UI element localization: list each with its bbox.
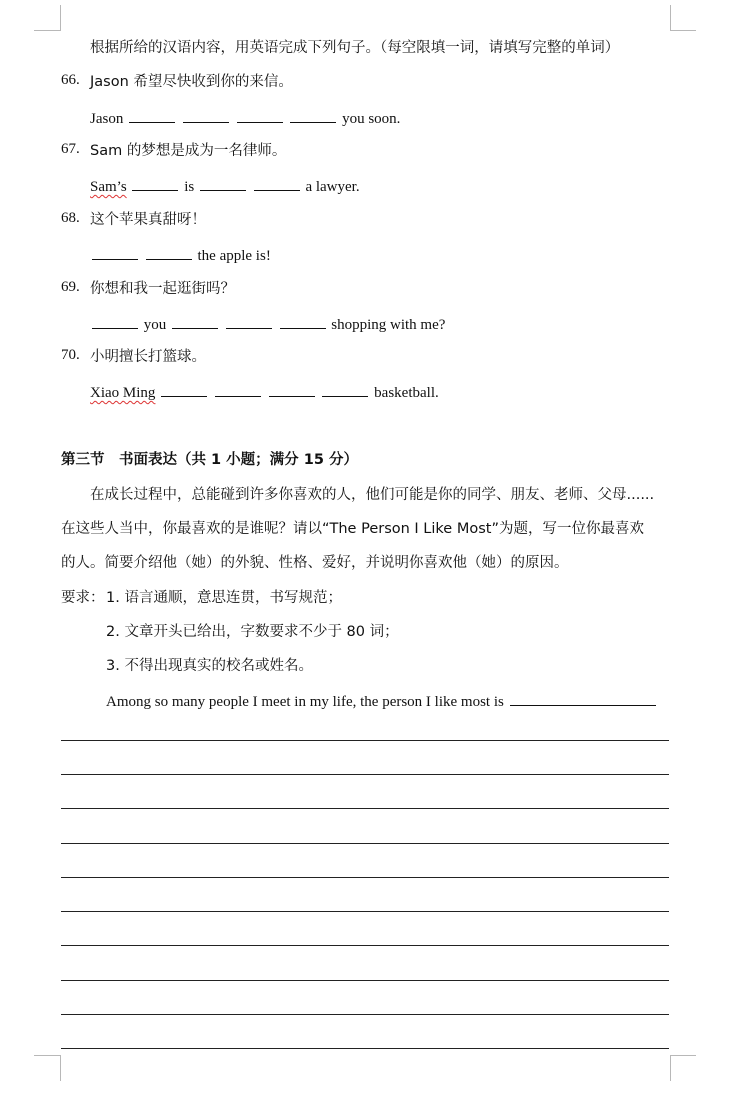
- answer-text: Sam’s: [90, 179, 127, 195]
- answer-blank[interactable]: [161, 382, 207, 397]
- answer-text: basketball.: [374, 385, 439, 401]
- crop-mark: [60, 5, 61, 31]
- answer-text: you: [143, 317, 167, 333]
- writing-line[interactable]: [61, 740, 669, 741]
- requirement-item: 3. 不得出现真实的校名或姓名。: [106, 658, 313, 674]
- question-number: 68.: [61, 210, 80, 226]
- answer-blank[interactable]: [92, 245, 138, 260]
- opening-sentence-line: [106, 691, 658, 712]
- answer-blank[interactable]: [200, 176, 246, 191]
- answer-blank[interactable]: [237, 108, 283, 123]
- question-chinese: 你想和我一起逛街吗？: [90, 281, 235, 297]
- answer-blank[interactable]: [269, 382, 315, 397]
- answer-blank[interactable]: [254, 176, 300, 191]
- writing-line[interactable]: [61, 877, 669, 878]
- writing-prompt: 在成长过程中，总能碰到许多你喜欢的人，他们可能是你的同学、朋友、老师、父母......: [90, 487, 655, 503]
- answer-text: shopping with me?: [331, 317, 446, 333]
- writing-line[interactable]: [61, 945, 669, 946]
- answer-text: you soon.: [342, 111, 401, 127]
- answer-line: [90, 108, 400, 129]
- question-chinese: Sam 的梦想是成为一名律师。: [90, 143, 287, 159]
- requirement-item: 1. 语言通顺，意思连贯，书写规范；: [106, 590, 342, 606]
- answer-blank[interactable]: [290, 108, 336, 123]
- requirements-label: 要求：: [61, 590, 105, 606]
- question-chinese: 这个苹果真甜呀！: [90, 212, 206, 228]
- writing-line[interactable]: [61, 808, 669, 809]
- crop-mark: [670, 30, 696, 31]
- writing-prompt: 的人。简要介绍他（她）的外貌、性格、爱好，并说明你喜欢他（她）的原因。: [61, 555, 569, 571]
- crop-mark: [670, 1055, 671, 1081]
- crop-mark: [34, 1055, 60, 1056]
- answer-text: the apple is!: [197, 248, 271, 264]
- question-number: 70.: [61, 347, 80, 363]
- section-title: 第三节 书面表达（共 1 小题；满分 15 分）: [61, 452, 358, 468]
- crop-mark: [670, 1055, 696, 1056]
- writing-line[interactable]: [61, 980, 669, 981]
- answer-blank[interactable]: [280, 314, 326, 329]
- section-instruction: 根据所给的汉语内容，用英语完成下列句子。（每空限填一词，请填写完整的单词）: [90, 40, 620, 56]
- answer-text: Xiao Ming: [90, 385, 156, 401]
- question-number: 69.: [61, 279, 80, 295]
- answer-blank[interactable]: [183, 108, 229, 123]
- answer-blank[interactable]: [92, 314, 138, 329]
- answer-line: [90, 314, 445, 335]
- answer-line: [90, 176, 360, 197]
- answer-line: [90, 382, 439, 403]
- answer-blank[interactable]: [146, 245, 192, 260]
- crop-mark: [670, 5, 671, 31]
- question-chinese: 小明擅长打篮球。: [90, 349, 206, 365]
- answer-text: a lawyer.: [305, 179, 360, 195]
- writing-line[interactable]: [61, 1014, 669, 1015]
- writing-line[interactable]: [61, 774, 669, 775]
- crop-mark: [60, 1055, 61, 1081]
- answer-line: [90, 245, 271, 266]
- opening-sentence: Among so many people I meet in my life, the person I like most is: [106, 694, 504, 710]
- answer-text: Jason: [90, 111, 124, 127]
- answer-blank[interactable]: [172, 314, 218, 329]
- answer-text: is: [184, 179, 195, 195]
- writing-prompt: 在这些人当中，你最喜欢的是谁呢？请以“The Person I Like Most”为题，写一位你最喜欢: [61, 521, 644, 537]
- writing-line[interactable]: [61, 1048, 669, 1049]
- answer-blank[interactable]: [129, 108, 175, 123]
- crop-mark: [34, 30, 60, 31]
- answer-blank[interactable]: [510, 691, 656, 706]
- question-number: 66.: [61, 72, 80, 88]
- answer-blank[interactable]: [132, 176, 178, 191]
- writing-line[interactable]: [61, 843, 669, 844]
- answer-blank[interactable]: [215, 382, 261, 397]
- answer-blank[interactable]: [322, 382, 368, 397]
- requirement-item: 2. 文章开头已给出，字数要求不少于 80 词；: [106, 624, 399, 640]
- question-number: 67.: [61, 141, 80, 157]
- answer-blank[interactable]: [226, 314, 272, 329]
- question-chinese: Jason 希望尽快收到你的来信。: [90, 74, 293, 90]
- writing-line[interactable]: [61, 911, 669, 912]
